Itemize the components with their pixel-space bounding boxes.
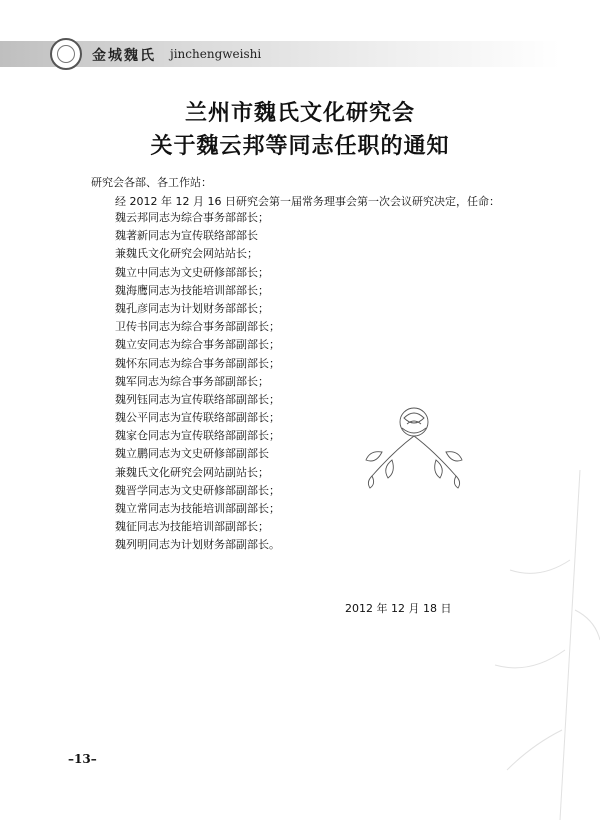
title-line-1: 兰州市魏氏文化研究会	[184, 100, 415, 126]
list-item: 魏海鹰同志为技能培训部部长；	[115, 283, 269, 297]
appointment-list	[115, 209, 280, 555]
intro-paragraph: 经 2012 年 12 月 16 日研究会第一届常务理事会第一次会议研究决定，任命：	[115, 195, 500, 208]
list-item: 魏列明同志为计划财务部副部长。	[115, 538, 280, 552]
list-item: 魏晋学同志为文史研修部副部长；	[115, 483, 280, 497]
list-item: 魏列钰同志为宣传联络部副部长；	[115, 392, 280, 406]
list-item: 魏立常同志为技能培训部副部长；	[115, 502, 280, 515]
list-item: 魏著新同志为宣传联络部部长	[115, 229, 258, 243]
list-item: 魏立安同志为综合事务部副部长；	[115, 338, 280, 352]
list-item: 卫传书同志为综合事务部副部长；	[115, 320, 280, 334]
list-item: 魏立鹏同志为文史研修部副部长	[115, 447, 269, 461]
issue-date: 2012 年 12 月 18 日	[345, 602, 452, 615]
list-item: 兼魏氏文化研究会网站副站长；	[115, 465, 269, 479]
list-item: 魏怀东同志为综合事务部副部长；	[115, 356, 280, 370]
page-number: –13–	[68, 752, 97, 766]
list-item: 魏家仓同志为宣传联络部副部长；	[115, 429, 280, 443]
list-item: 魏立中同志为文史研修部部长；	[115, 265, 269, 279]
seal-icon	[50, 38, 82, 70]
header-brand: 金城魏氏	[92, 48, 156, 64]
salutation: 研究会各部、各工作站：	[91, 176, 212, 189]
title-line-2: 关于魏云邦等同志任职的通知	[150, 133, 450, 159]
list-item: 魏军同志为综合事务部副部长；	[115, 374, 269, 388]
bamboo-watermark-icon	[470, 470, 600, 820]
list-item: 魏征同志为技能培训部副部长；	[115, 520, 269, 534]
list-item: 魏孔彦同志为计划财务部部长；	[115, 301, 269, 315]
header-bar	[0, 41, 560, 67]
list-item: 兼魏氏文化研究会网站站长；	[115, 247, 258, 261]
list-item: 魏公平同志为宣传联络部副部长；	[115, 411, 280, 425]
header-pinyin: jinchengweishi	[170, 47, 262, 61]
page-header	[0, 0, 600, 80]
rose-ornament-icon	[352, 402, 477, 492]
list-item: 魏云邦同志为综合事务部部长；	[115, 211, 269, 224]
